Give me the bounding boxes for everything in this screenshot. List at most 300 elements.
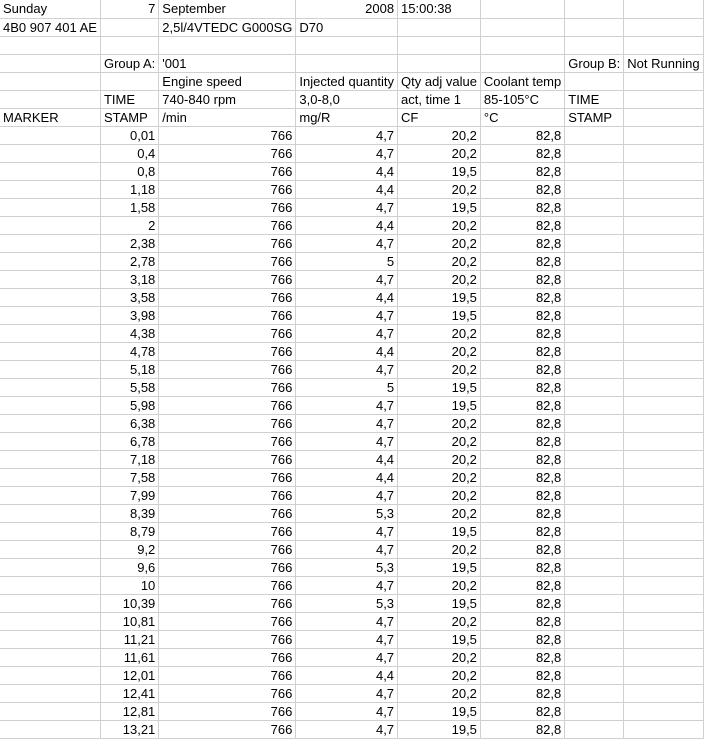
- cell[interactable]: [0, 450, 100, 468]
- cell[interactable]: 82,8: [480, 504, 564, 522]
- cell[interactable]: 82,8: [480, 630, 564, 648]
- cell[interactable]: [624, 252, 703, 270]
- cell[interactable]: 4,7: [296, 648, 398, 666]
- cell[interactable]: '001: [159, 54, 296, 72]
- cell[interactable]: 20,2: [398, 342, 481, 360]
- cell[interactable]: [624, 306, 703, 324]
- cell[interactable]: 766: [159, 432, 296, 450]
- cell[interactable]: 766: [159, 702, 296, 720]
- cell[interactable]: 82,8: [480, 666, 564, 684]
- cell[interactable]: 82,8: [480, 576, 564, 594]
- cell[interactable]: 20,2: [398, 648, 481, 666]
- cell[interactable]: [0, 468, 100, 486]
- cell[interactable]: [624, 486, 703, 504]
- cell[interactable]: 9,6: [100, 558, 158, 576]
- cell[interactable]: [100, 72, 158, 90]
- cell[interactable]: [100, 36, 158, 54]
- cell[interactable]: [624, 378, 703, 396]
- cell[interactable]: [0, 612, 100, 630]
- cell[interactable]: 766: [159, 342, 296, 360]
- cell[interactable]: 19,5: [398, 306, 481, 324]
- cell[interactable]: 20,2: [398, 144, 481, 162]
- cell[interactable]: 766: [159, 360, 296, 378]
- cell[interactable]: [624, 522, 703, 540]
- cell[interactable]: 4,7: [296, 540, 398, 558]
- cell[interactable]: 13,21: [100, 720, 158, 738]
- cell[interactable]: 20,2: [398, 576, 481, 594]
- cell[interactable]: [0, 684, 100, 702]
- cell[interactable]: 4,7: [296, 414, 398, 432]
- cell[interactable]: [565, 450, 624, 468]
- cell[interactable]: 766: [159, 612, 296, 630]
- cell[interactable]: 766: [159, 270, 296, 288]
- cell[interactable]: 12,01: [100, 666, 158, 684]
- cell[interactable]: 20,2: [398, 180, 481, 198]
- cell[interactable]: [159, 36, 296, 54]
- cell[interactable]: 19,5: [398, 396, 481, 414]
- cell[interactable]: [624, 414, 703, 432]
- cell[interactable]: mg/R: [296, 108, 398, 126]
- cell[interactable]: [565, 702, 624, 720]
- cell[interactable]: [565, 234, 624, 252]
- cell[interactable]: 766: [159, 180, 296, 198]
- cell[interactable]: 4,4: [296, 216, 398, 234]
- cell[interactable]: [565, 342, 624, 360]
- cell[interactable]: [565, 126, 624, 144]
- cell[interactable]: [480, 18, 564, 36]
- cell[interactable]: 4B0 907 401 AE: [0, 18, 100, 36]
- cell[interactable]: [624, 36, 703, 54]
- cell[interactable]: 3,58: [100, 288, 158, 306]
- cell[interactable]: 85-105°C: [480, 90, 564, 108]
- cell[interactable]: [624, 126, 703, 144]
- cell[interactable]: [0, 126, 100, 144]
- cell[interactable]: 82,8: [480, 126, 564, 144]
- cell[interactable]: 7: [100, 0, 158, 18]
- cell[interactable]: [565, 288, 624, 306]
- cell[interactable]: 20,2: [398, 432, 481, 450]
- cell[interactable]: [624, 108, 703, 126]
- cell[interactable]: [624, 144, 703, 162]
- cell[interactable]: [0, 252, 100, 270]
- cell[interactable]: Sunday: [0, 0, 100, 18]
- cell[interactable]: 766: [159, 306, 296, 324]
- cell[interactable]: 19,5: [398, 288, 481, 306]
- cell[interactable]: 7,58: [100, 468, 158, 486]
- cell[interactable]: 4,7: [296, 702, 398, 720]
- cell[interactable]: 4,4: [296, 180, 398, 198]
- cell[interactable]: [565, 162, 624, 180]
- cell[interactable]: [0, 234, 100, 252]
- cell[interactable]: [0, 72, 100, 90]
- cell[interactable]: [624, 180, 703, 198]
- cell[interactable]: [0, 522, 100, 540]
- cell[interactable]: MARKER: [0, 108, 100, 126]
- cell[interactable]: 740-840 rpm: [159, 90, 296, 108]
- cell[interactable]: 766: [159, 666, 296, 684]
- cell[interactable]: 82,8: [480, 360, 564, 378]
- cell[interactable]: [565, 324, 624, 342]
- cell[interactable]: [398, 18, 481, 36]
- cell[interactable]: [0, 702, 100, 720]
- cell[interactable]: [0, 216, 100, 234]
- cell[interactable]: 82,8: [480, 684, 564, 702]
- cell[interactable]: 4,7: [296, 576, 398, 594]
- cell[interactable]: Coolant temp: [480, 72, 564, 90]
- cell[interactable]: [624, 504, 703, 522]
- cell[interactable]: 1,18: [100, 180, 158, 198]
- cell[interactable]: 766: [159, 630, 296, 648]
- cell[interactable]: [0, 360, 100, 378]
- cell[interactable]: TIME: [565, 90, 624, 108]
- cell[interactable]: [624, 198, 703, 216]
- cell[interactable]: 8,79: [100, 522, 158, 540]
- cell[interactable]: 82,8: [480, 270, 564, 288]
- cell[interactable]: 20,2: [398, 414, 481, 432]
- cell[interactable]: 4,4: [296, 468, 398, 486]
- cell[interactable]: 5,3: [296, 504, 398, 522]
- cell[interactable]: [0, 396, 100, 414]
- cell[interactable]: 4,7: [296, 234, 398, 252]
- cell[interactable]: 82,8: [480, 396, 564, 414]
- cell[interactable]: act, time 1: [398, 90, 481, 108]
- cell[interactable]: [565, 270, 624, 288]
- cell[interactable]: 766: [159, 396, 296, 414]
- cell[interactable]: 82,8: [480, 432, 564, 450]
- cell[interactable]: 82,8: [480, 612, 564, 630]
- cell[interactable]: 82,8: [480, 648, 564, 666]
- cell[interactable]: [624, 720, 703, 738]
- cell[interactable]: 4,7: [296, 630, 398, 648]
- cell[interactable]: [0, 666, 100, 684]
- cell[interactable]: 766: [159, 450, 296, 468]
- cell[interactable]: 82,8: [480, 702, 564, 720]
- cell[interactable]: 10,81: [100, 612, 158, 630]
- cell[interactable]: 5,98: [100, 396, 158, 414]
- cell[interactable]: [624, 702, 703, 720]
- cell[interactable]: 766: [159, 126, 296, 144]
- cell[interactable]: [624, 360, 703, 378]
- cell[interactable]: 19,5: [398, 594, 481, 612]
- cell[interactable]: [0, 288, 100, 306]
- cell[interactable]: [624, 468, 703, 486]
- cell[interactable]: 82,8: [480, 324, 564, 342]
- cell[interactable]: [480, 0, 564, 18]
- cell[interactable]: [480, 36, 564, 54]
- cell[interactable]: 766: [159, 558, 296, 576]
- cell[interactable]: [296, 36, 398, 54]
- cell[interactable]: 4,7: [296, 144, 398, 162]
- cell[interactable]: [624, 216, 703, 234]
- cell[interactable]: [624, 342, 703, 360]
- cell[interactable]: 766: [159, 522, 296, 540]
- cell[interactable]: [0, 648, 100, 666]
- cell[interactable]: 2,5l/4VTEDC G000SG: [159, 18, 296, 36]
- cell[interactable]: TIME: [100, 90, 158, 108]
- cell[interactable]: [565, 360, 624, 378]
- cell[interactable]: 12,41: [100, 684, 158, 702]
- cell[interactable]: [0, 630, 100, 648]
- cell[interactable]: 82,8: [480, 378, 564, 396]
- cell[interactable]: [0, 36, 100, 54]
- cell[interactable]: 4,7: [296, 522, 398, 540]
- cell[interactable]: 82,8: [480, 216, 564, 234]
- cell[interactable]: 5: [296, 378, 398, 396]
- cell[interactable]: 766: [159, 144, 296, 162]
- cell[interactable]: 4,7: [296, 396, 398, 414]
- cell[interactable]: 5: [296, 252, 398, 270]
- cell[interactable]: 766: [159, 648, 296, 666]
- cell[interactable]: [624, 162, 703, 180]
- cell[interactable]: 766: [159, 720, 296, 738]
- cell[interactable]: 4,7: [296, 486, 398, 504]
- cell[interactable]: 4,4: [296, 162, 398, 180]
- cell[interactable]: [624, 270, 703, 288]
- cell[interactable]: Group B:: [565, 54, 624, 72]
- cell[interactable]: /min: [159, 108, 296, 126]
- cell[interactable]: 4,7: [296, 684, 398, 702]
- cell[interactable]: 20,2: [398, 270, 481, 288]
- cell[interactable]: [565, 252, 624, 270]
- cell[interactable]: 6,78: [100, 432, 158, 450]
- cell[interactable]: 20,2: [398, 360, 481, 378]
- cell[interactable]: [100, 18, 158, 36]
- cell[interactable]: 0,01: [100, 126, 158, 144]
- cell[interactable]: 82,8: [480, 720, 564, 738]
- cell[interactable]: [565, 630, 624, 648]
- cell[interactable]: 4,7: [296, 612, 398, 630]
- cell[interactable]: 7,99: [100, 486, 158, 504]
- cell[interactable]: [565, 306, 624, 324]
- cell[interactable]: STAMP: [100, 108, 158, 126]
- cell[interactable]: [0, 198, 100, 216]
- cell[interactable]: 4,7: [296, 360, 398, 378]
- cell[interactable]: 82,8: [480, 486, 564, 504]
- cell[interactable]: 2008: [296, 0, 398, 18]
- cell[interactable]: [0, 378, 100, 396]
- cell[interactable]: [624, 576, 703, 594]
- cell[interactable]: 20,2: [398, 684, 481, 702]
- cell[interactable]: 5,18: [100, 360, 158, 378]
- cell[interactable]: [565, 666, 624, 684]
- cell[interactable]: 4,7: [296, 324, 398, 342]
- cell[interactable]: [565, 198, 624, 216]
- cell[interactable]: [624, 666, 703, 684]
- cell[interactable]: 20,2: [398, 666, 481, 684]
- cell[interactable]: [0, 558, 100, 576]
- cell[interactable]: 11,21: [100, 630, 158, 648]
- cell[interactable]: 82,8: [480, 558, 564, 576]
- cell[interactable]: [624, 450, 703, 468]
- cell[interactable]: [565, 612, 624, 630]
- cell[interactable]: 20,2: [398, 612, 481, 630]
- cell[interactable]: [565, 576, 624, 594]
- cell[interactable]: Injected quantity: [296, 72, 398, 90]
- cell[interactable]: 4,4: [296, 666, 398, 684]
- cell[interactable]: 20,2: [398, 504, 481, 522]
- cell[interactable]: 4,7: [296, 720, 398, 738]
- cell[interactable]: 766: [159, 252, 296, 270]
- cell[interactable]: 19,5: [398, 558, 481, 576]
- cell[interactable]: 3,0-8,0: [296, 90, 398, 108]
- cell[interactable]: [624, 432, 703, 450]
- cell[interactable]: [565, 648, 624, 666]
- cell[interactable]: D70: [296, 18, 398, 36]
- cell[interactable]: 82,8: [480, 234, 564, 252]
- cell[interactable]: 9,2: [100, 540, 158, 558]
- cell[interactable]: [0, 576, 100, 594]
- cell[interactable]: 0,4: [100, 144, 158, 162]
- cell[interactable]: [0, 504, 100, 522]
- cell[interactable]: 19,5: [398, 720, 481, 738]
- cell[interactable]: 11,61: [100, 648, 158, 666]
- cell[interactable]: 766: [159, 216, 296, 234]
- cell[interactable]: 766: [159, 198, 296, 216]
- cell[interactable]: 20,2: [398, 324, 481, 342]
- cell[interactable]: 82,8: [480, 306, 564, 324]
- cell[interactable]: [565, 432, 624, 450]
- cell[interactable]: [480, 54, 564, 72]
- cell[interactable]: 766: [159, 576, 296, 594]
- cell[interactable]: [0, 342, 100, 360]
- cell[interactable]: 4,7: [296, 270, 398, 288]
- cell[interactable]: [624, 540, 703, 558]
- cell[interactable]: [624, 648, 703, 666]
- cell[interactable]: [565, 720, 624, 738]
- cell[interactable]: 4,4: [296, 288, 398, 306]
- cell[interactable]: [0, 162, 100, 180]
- cell[interactable]: 12,81: [100, 702, 158, 720]
- cell[interactable]: 766: [159, 486, 296, 504]
- cell[interactable]: 82,8: [480, 522, 564, 540]
- cell[interactable]: [624, 324, 703, 342]
- cell[interactable]: 766: [159, 540, 296, 558]
- cell[interactable]: 4,4: [296, 342, 398, 360]
- cell[interactable]: 82,8: [480, 162, 564, 180]
- cell[interactable]: [565, 72, 624, 90]
- cell[interactable]: 766: [159, 234, 296, 252]
- cell[interactable]: 19,5: [398, 198, 481, 216]
- cell[interactable]: 82,8: [480, 342, 564, 360]
- cell[interactable]: [565, 540, 624, 558]
- cell[interactable]: [398, 54, 481, 72]
- cell[interactable]: [0, 144, 100, 162]
- cell[interactable]: [0, 594, 100, 612]
- cell[interactable]: [624, 612, 703, 630]
- cell[interactable]: 20,2: [398, 252, 481, 270]
- cell[interactable]: [565, 18, 624, 36]
- cell[interactable]: 3,98: [100, 306, 158, 324]
- cell[interactable]: 766: [159, 288, 296, 306]
- cell[interactable]: 2,78: [100, 252, 158, 270]
- cell[interactable]: 19,5: [398, 522, 481, 540]
- cell[interactable]: 7,18: [100, 450, 158, 468]
- cell[interactable]: [565, 414, 624, 432]
- cell[interactable]: 82,8: [480, 144, 564, 162]
- cell[interactable]: Engine speed: [159, 72, 296, 90]
- cell[interactable]: 20,2: [398, 468, 481, 486]
- cell[interactable]: 82,8: [480, 468, 564, 486]
- cell[interactable]: [0, 720, 100, 738]
- cell[interactable]: [565, 486, 624, 504]
- cell[interactable]: 82,8: [480, 414, 564, 432]
- cell[interactable]: 19,5: [398, 702, 481, 720]
- cell[interactable]: [565, 378, 624, 396]
- cell[interactable]: 766: [159, 504, 296, 522]
- cell[interactable]: [624, 630, 703, 648]
- cell[interactable]: 4,78: [100, 342, 158, 360]
- cell[interactable]: 10,39: [100, 594, 158, 612]
- cell[interactable]: [624, 684, 703, 702]
- cell[interactable]: 0,8: [100, 162, 158, 180]
- cell[interactable]: 4,4: [296, 450, 398, 468]
- cell[interactable]: 4,7: [296, 126, 398, 144]
- cell[interactable]: 8,39: [100, 504, 158, 522]
- cell[interactable]: [565, 504, 624, 522]
- cell[interactable]: 2: [100, 216, 158, 234]
- cell[interactable]: 19,5: [398, 378, 481, 396]
- cell[interactable]: 20,2: [398, 540, 481, 558]
- cell[interactable]: [624, 18, 703, 36]
- cell[interactable]: 766: [159, 594, 296, 612]
- cell[interactable]: [565, 396, 624, 414]
- cell[interactable]: [398, 36, 481, 54]
- cell[interactable]: [0, 324, 100, 342]
- cell[interactable]: 15:00:38: [398, 0, 481, 18]
- cell[interactable]: [624, 234, 703, 252]
- cell[interactable]: 6,38: [100, 414, 158, 432]
- cell[interactable]: 82,8: [480, 594, 564, 612]
- cell[interactable]: [565, 36, 624, 54]
- cell[interactable]: 5,3: [296, 594, 398, 612]
- cell[interactable]: 1,58: [100, 198, 158, 216]
- cell[interactable]: 20,2: [398, 486, 481, 504]
- cell[interactable]: CF: [398, 108, 481, 126]
- cell[interactable]: [624, 594, 703, 612]
- cell[interactable]: 766: [159, 684, 296, 702]
- cell[interactable]: 82,8: [480, 450, 564, 468]
- cell[interactable]: 766: [159, 414, 296, 432]
- cell[interactable]: 766: [159, 324, 296, 342]
- cell[interactable]: [0, 540, 100, 558]
- cell[interactable]: 4,38: [100, 324, 158, 342]
- cell[interactable]: 5,3: [296, 558, 398, 576]
- cell[interactable]: 10: [100, 576, 158, 594]
- cell[interactable]: [565, 594, 624, 612]
- cell[interactable]: [0, 90, 100, 108]
- cell[interactable]: 82,8: [480, 288, 564, 306]
- cell[interactable]: September: [159, 0, 296, 18]
- cell[interactable]: [565, 216, 624, 234]
- cell[interactable]: [624, 72, 703, 90]
- cell[interactable]: [624, 558, 703, 576]
- cell[interactable]: Qty adj value: [398, 72, 481, 90]
- cell[interactable]: [565, 144, 624, 162]
- cell[interactable]: [0, 270, 100, 288]
- cell[interactable]: 766: [159, 378, 296, 396]
- cell[interactable]: 20,2: [398, 216, 481, 234]
- cell[interactable]: 20,2: [398, 450, 481, 468]
- cell[interactable]: 19,5: [398, 162, 481, 180]
- cell[interactable]: [624, 288, 703, 306]
- cell[interactable]: 82,8: [480, 180, 564, 198]
- cell[interactable]: [0, 432, 100, 450]
- cell[interactable]: [565, 0, 624, 18]
- cell[interactable]: [565, 522, 624, 540]
- cell[interactable]: [565, 468, 624, 486]
- cell[interactable]: STAMP: [565, 108, 624, 126]
- cell[interactable]: [0, 414, 100, 432]
